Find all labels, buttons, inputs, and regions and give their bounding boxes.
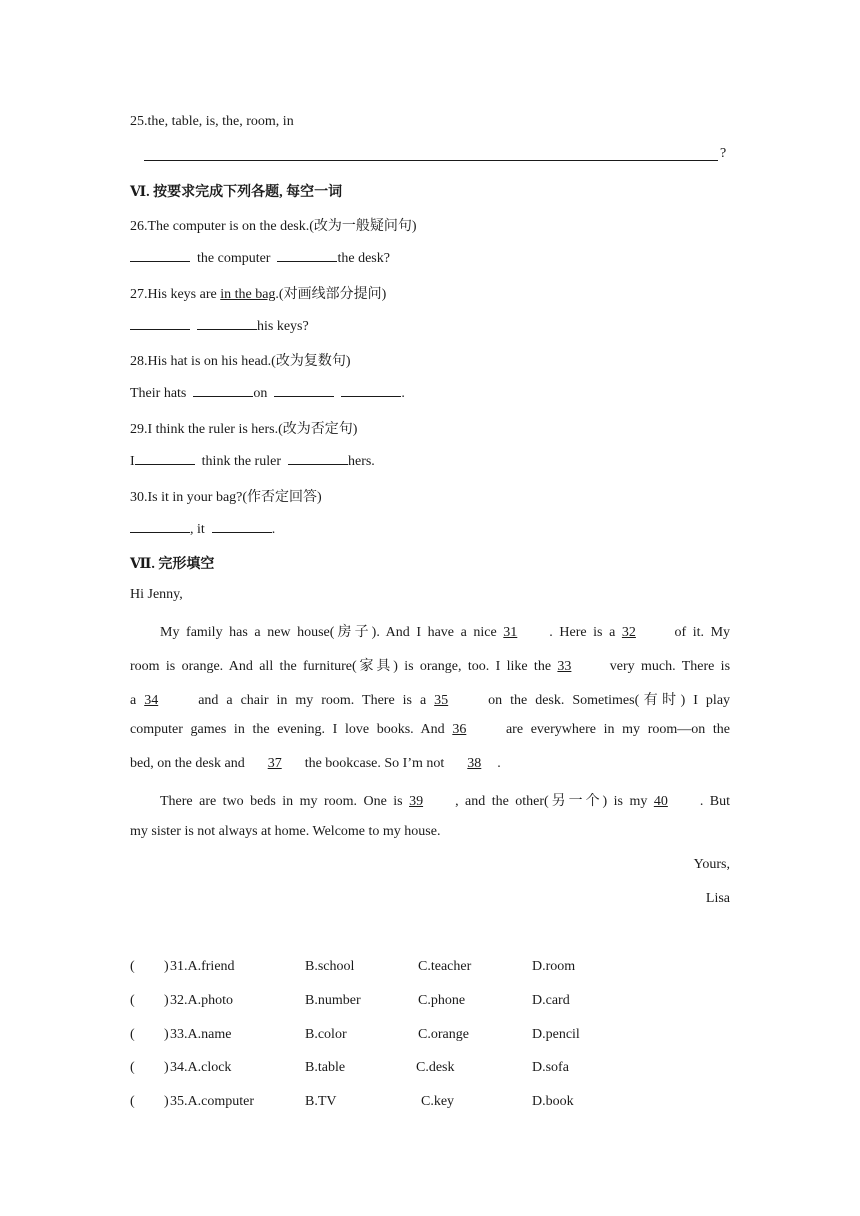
- blank[interactable]: [341, 384, 401, 397]
- option-a[interactable]: 35.A.computer: [170, 1094, 254, 1109]
- option-c[interactable]: C.phone: [418, 993, 466, 1008]
- answer-text: Their hats: [130, 386, 187, 401]
- option-b[interactable]: B.school: [305, 959, 355, 974]
- passage-text: on the desk. Sometimes(有时) I play: [488, 693, 731, 708]
- option-a[interactable]: 33.A.name: [170, 1027, 232, 1042]
- answer-text: .: [271, 522, 276, 537]
- letter-greeting: Hi Jenny,: [130, 587, 183, 602]
- passage-text: , and the other(另一个) is my: [455, 794, 648, 809]
- question-30: 30.Is it in your bag?(作否定回答): [130, 490, 322, 505]
- passage-text: There are two beds in my room. One is: [160, 794, 403, 809]
- answer-paren[interactable]: (: [130, 959, 135, 974]
- answer-paren: ): [164, 993, 169, 1008]
- option-a[interactable]: 31.A.friend: [170, 959, 235, 974]
- option-d[interactable]: D.book: [532, 1094, 574, 1109]
- option-d[interactable]: D.sofa: [532, 1060, 569, 1075]
- letter-closing: Yours,: [693, 857, 730, 872]
- question-27: [130, 283, 386, 303]
- blank[interactable]: [277, 249, 337, 262]
- answer-text: hers.: [347, 454, 375, 469]
- blank-number: 34: [144, 693, 159, 708]
- answer-text: , it: [190, 522, 205, 537]
- letter-line: [130, 790, 730, 810]
- option-c[interactable]: C.key: [421, 1094, 455, 1109]
- option-c[interactable]: C.orange: [418, 1027, 469, 1042]
- option-d[interactable]: D.room: [532, 959, 576, 974]
- answer-text: think the ruler: [201, 454, 281, 469]
- passage-text: . Here is a: [549, 625, 616, 640]
- letter-line: [130, 722, 730, 738]
- blank-number: 36: [452, 722, 467, 737]
- option-c[interactable]: C.teacher: [418, 959, 472, 974]
- section-7-title: Ⅶ. 完形填空: [130, 557, 215, 572]
- option-d[interactable]: D.card: [532, 993, 570, 1008]
- blank-number: 39: [409, 794, 424, 809]
- answer-text: on: [253, 386, 268, 401]
- answer-29: [130, 452, 375, 470]
- option-a[interactable]: 34.A.clock: [170, 1060, 232, 1075]
- passage-text: a: [130, 693, 137, 708]
- option-b[interactable]: B.color: [305, 1027, 347, 1042]
- passage-text: and a chair in my room. There is a: [198, 693, 427, 708]
- passage-text: very much. There is: [609, 659, 731, 674]
- answer-paren[interactable]: (: [130, 1094, 135, 1109]
- question-mark: ?: [720, 146, 727, 161]
- answer-text: the desk?: [337, 251, 390, 266]
- passage-text: bed, on the desk and: [130, 756, 245, 771]
- blank[interactable]: [288, 452, 348, 465]
- blank[interactable]: [130, 249, 190, 262]
- answer-text: the computer: [197, 251, 271, 266]
- underlined-phrase: in the bag: [220, 287, 276, 302]
- blank-number: 33: [557, 659, 572, 674]
- question-29: 29.I think the ruler is hers.(改为否定句): [130, 422, 358, 437]
- blank-number: 32: [621, 625, 636, 640]
- passage-text: room is orange. And all the furniture(家具) is orange, too. I like the: [130, 659, 552, 674]
- blank-number: 37: [267, 756, 282, 771]
- answer-paren[interactable]: (: [130, 1027, 135, 1042]
- passage-text: of it. My: [674, 625, 731, 640]
- passage-text: My family has a new house(房子). And I have a nice: [160, 625, 497, 640]
- answer-paren[interactable]: (: [130, 993, 135, 1008]
- passage-text: .: [497, 756, 501, 771]
- letter-line: [130, 689, 730, 709]
- option-b[interactable]: B.table: [305, 1060, 346, 1075]
- answer-paren: ): [164, 1060, 169, 1075]
- passage-text: are everywhere in my room—on the: [505, 722, 731, 737]
- blank-number: 40: [653, 794, 668, 809]
- blank[interactable]: [274, 384, 334, 397]
- blank[interactable]: [130, 317, 190, 330]
- passage-text: . But: [699, 794, 731, 809]
- answer-text: .: [401, 386, 405, 401]
- option-d[interactable]: D.pencil: [532, 1027, 580, 1042]
- option-c[interactable]: C.desk: [416, 1060, 455, 1075]
- answer-text: his keys?: [257, 319, 309, 334]
- letter-line: my sister is not always at home. Welcome to my house.: [130, 824, 441, 839]
- option-a[interactable]: 32.A.photo: [170, 993, 233, 1008]
- answer-paren: ): [164, 959, 169, 974]
- section-6-title: Ⅵ. 按要求完成下列各题, 每空一词: [130, 185, 343, 200]
- letter-line: [130, 621, 730, 641]
- prompt-text: .(对画线部分提问): [275, 287, 387, 302]
- blank[interactable]: [135, 452, 195, 465]
- blank-number: 31: [503, 625, 518, 640]
- answer-28: [130, 384, 405, 402]
- answer-paren[interactable]: (: [130, 1060, 135, 1075]
- letter-line: [130, 756, 501, 772]
- blank-number: 35: [434, 693, 449, 708]
- answer-line: [144, 160, 718, 161]
- question-25: 25.the, table, is, the, room, in: [130, 114, 294, 129]
- question-26: 26.The computer is on the desk.(改为一般疑问句): [130, 219, 417, 234]
- letter-signature: Lisa: [705, 891, 730, 906]
- prompt-text: 27.His keys are: [130, 287, 221, 302]
- answer-30: [130, 520, 275, 538]
- blank[interactable]: [212, 520, 272, 533]
- answer-26: [130, 249, 390, 267]
- passage-text: computer games in the evening. I love books. And: [130, 722, 445, 737]
- question-28: 28.His hat is on his head.(改为复数句): [130, 354, 351, 369]
- answer-paren: ): [164, 1094, 169, 1109]
- blank[interactable]: [197, 317, 257, 330]
- blank-number: 38: [467, 756, 482, 771]
- option-b[interactable]: B.TV: [305, 1094, 337, 1109]
- answer-text: I: [130, 454, 135, 469]
- blank[interactable]: [130, 520, 190, 533]
- answer-27: [130, 317, 309, 335]
- option-b[interactable]: B.number: [305, 993, 361, 1008]
- blank[interactable]: [193, 384, 253, 397]
- passage-text: the bookcase. So I’m not: [304, 756, 445, 771]
- letter-line: [130, 655, 730, 675]
- answer-paren: ): [164, 1027, 169, 1042]
